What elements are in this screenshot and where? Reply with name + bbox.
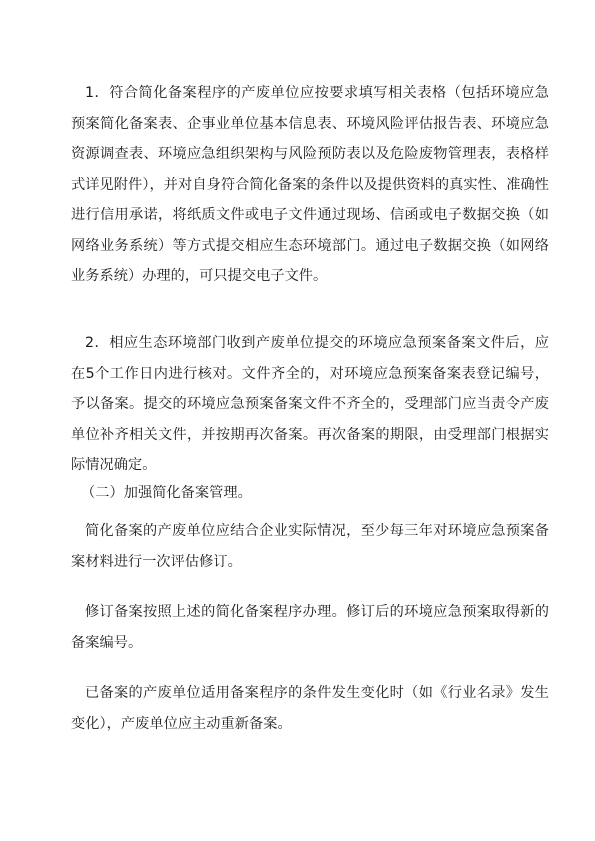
- paragraph-refiling: 已备案的产废单位适用备案程序的条件发生变化时（如《行业名录》发生变化），产废单位应主动重新备案。: [71, 685, 549, 732]
- paragraph-filing-procedure: 1．符合简化备案程序的产废单位应按要求填写相关表格（包括环境应急预案简化备案表、企事业单位基本信息表、环境风险评估报告表、环境应急资源调查表、环境应急组织架构与风险预防表以及危险废物管理表，表格样式详见附件），并对自身符合简化备案的条件以及提供资料的真实性、准确性进行信用承诺，将纸质文件或电子文件通过现场、信函或电子数据交换（如网络业务系统）等方式提交相应生态环境部门。通过电子数据交换（如网络业务系统）办理的，可只提交电子文件。: [71, 85, 549, 284]
- paragraph-verification: 2．相应生态环境部门收到产废单位提交的环境应急预案备案文件后，应在5个工作日内进行核对。文件齐全的，对环境应急预案备案表登记编号，予以备案。提交的环境应急预案备案文件不齐全的，受理部门应当责令产废单位补齐相关文件，并按期再次备案。再次备案的期限，由受理部门根据实际情况确定。: [71, 335, 549, 473]
- section-heading-management: （二）加强简化备案管理。: [81, 485, 252, 501]
- paragraph-evaluation-revision: 简化备案的产废单位应结合企业实际情况，至少每三年对环境应急预案备案材料进行一次评估修订。: [71, 523, 549, 570]
- paragraph-revision-filing: 修订备案按照上述的简化备案程序办理。修订后的环境应急预案取得新的备案编号。: [71, 604, 549, 651]
